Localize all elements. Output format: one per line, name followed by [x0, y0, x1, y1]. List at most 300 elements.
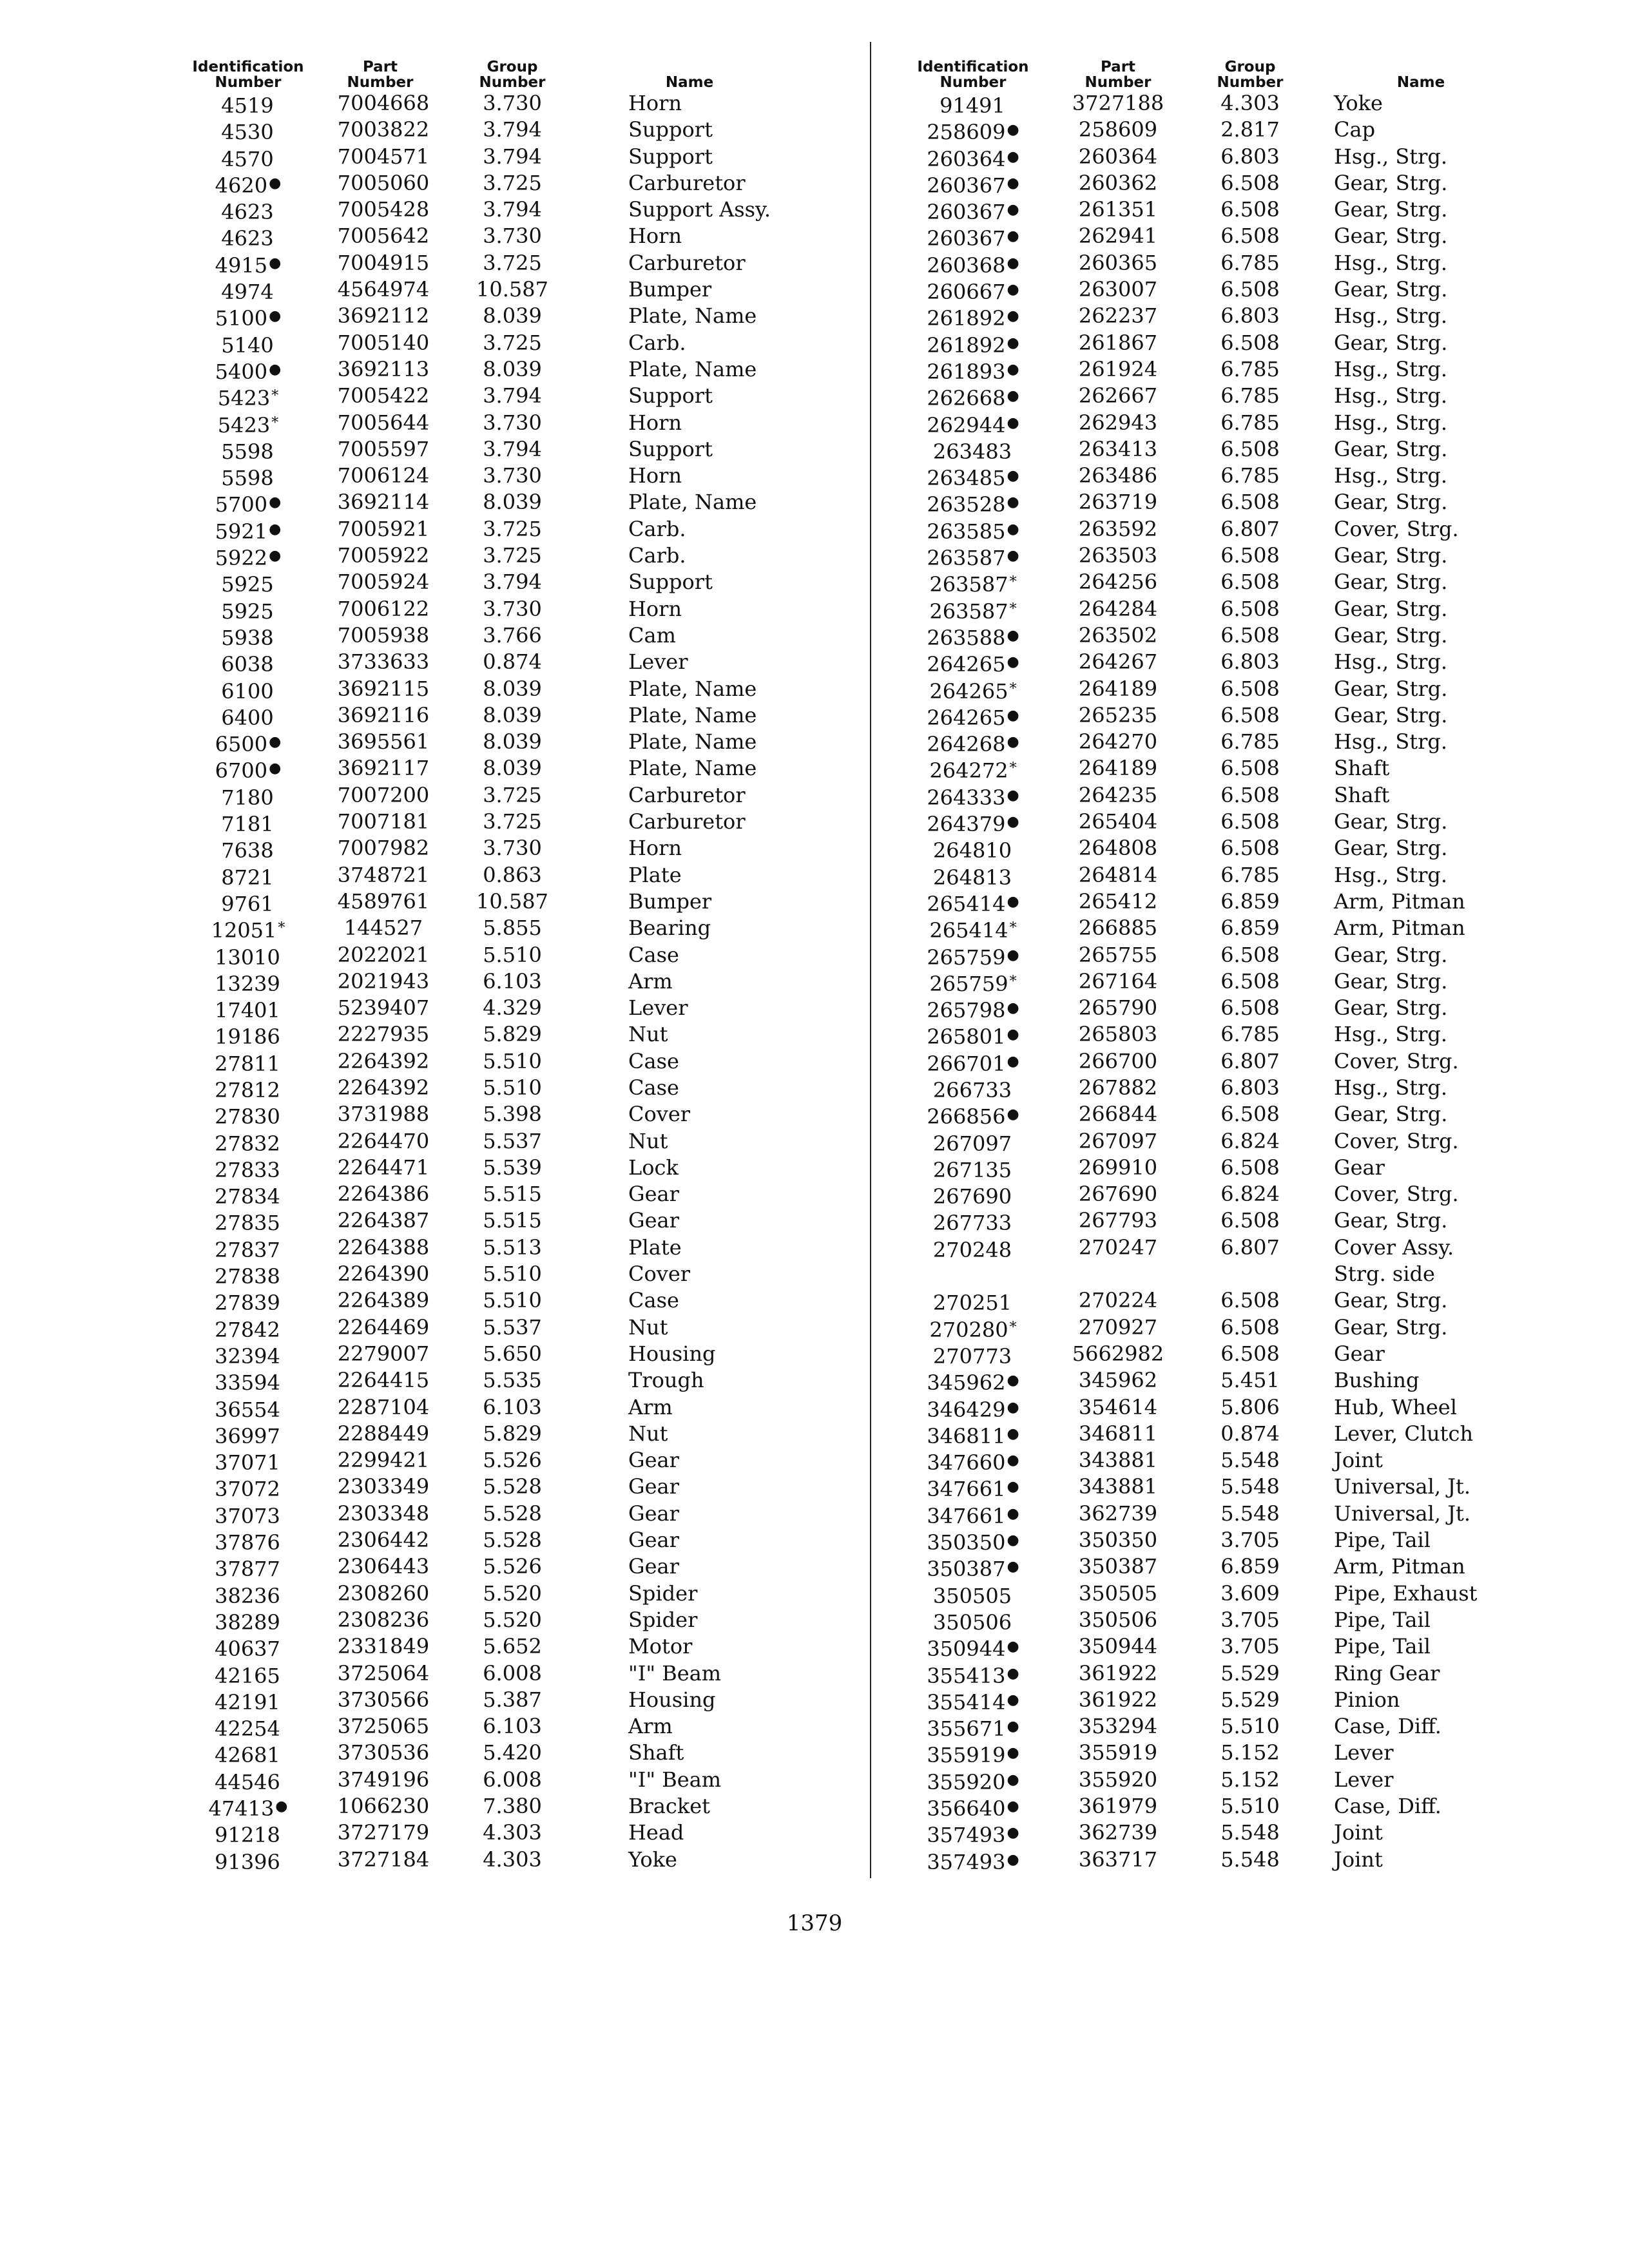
- name-cell: [1334, 1793, 1441, 1820]
- group-number-cell: [454, 197, 570, 223]
- table-row: [889, 862, 1508, 889]
- group-number-cell: [454, 223, 570, 249]
- group-number-text: 3.730: [483, 463, 542, 488]
- name-text: Arm, Pitman: [1334, 889, 1465, 914]
- table-row: [889, 995, 1508, 1021]
- identification-number-cell: [889, 1847, 1057, 1876]
- group-number-text: 0.874: [1220, 1421, 1280, 1446]
- part-number-text: 264270: [1078, 729, 1158, 754]
- identification-number-cell: [184, 1474, 313, 1503]
- name-text: Motor: [628, 1634, 693, 1659]
- part-number-cell: [313, 1713, 454, 1740]
- group-number-text: 8.039: [483, 356, 542, 381]
- name-cell: [1334, 569, 1447, 595]
- group-number-text: 5.529: [1220, 1687, 1280, 1712]
- name-cell: [628, 649, 688, 675]
- part-number-text: 3730536: [337, 1740, 430, 1765]
- name-cell: [1334, 276, 1447, 303]
- identification-number-cell: [889, 782, 1057, 811]
- header-text: Identification: [192, 59, 304, 75]
- part-number-text: 262667: [1078, 383, 1158, 408]
- name-text: Gear: [628, 1501, 679, 1526]
- name-text: Hsg., Strg.: [1334, 1075, 1448, 1100]
- table-row: [889, 303, 1508, 329]
- footnote-mark: ●: [1007, 228, 1019, 245]
- footnote-mark: ●: [1007, 1053, 1019, 1070]
- name-cell: [1334, 383, 1447, 409]
- identification-number-text: 263587: [929, 572, 1008, 597]
- group-number-text: 5.420: [483, 1740, 542, 1765]
- identification-number-cell: [184, 1501, 313, 1530]
- name-cell: [1334, 649, 1447, 675]
- identification-number-text: 5921: [215, 519, 268, 544]
- table-row: [889, 1633, 1508, 1660]
- group-number-cell: [454, 915, 570, 941]
- identification-number-cell: [889, 144, 1057, 173]
- name-text: Cover, Strg.: [1334, 1048, 1459, 1073]
- group-number-cell: [454, 1128, 570, 1155]
- name-cell: [1334, 835, 1447, 861]
- left-table-body: [184, 90, 854, 1873]
- part-number-text: 263502: [1078, 622, 1158, 648]
- part-number-cell: [313, 1048, 454, 1075]
- group-number-text: 6.785: [1220, 410, 1280, 435]
- identification-number-text: 357493: [927, 1823, 1006, 1848]
- part-number-cell: [1044, 543, 1192, 569]
- name-text: Gear, Strg.: [1334, 277, 1448, 302]
- identification-number-cell: [184, 1767, 313, 1796]
- group-number-cell: [454, 463, 570, 489]
- name-cell: [628, 516, 686, 543]
- identification-number-cell: [184, 410, 313, 439]
- part-number-cell: [1044, 1581, 1192, 1607]
- group-number-cell: [454, 1553, 570, 1580]
- identification-number-cell: [184, 1314, 313, 1343]
- part-number-cell: [1044, 676, 1192, 702]
- header-part-number: [1063, 59, 1173, 90]
- part-number-text: 264284: [1078, 596, 1158, 621]
- name-text: Gear, Strg.: [1334, 622, 1448, 648]
- header-text: Number: [940, 74, 1007, 91]
- identification-number-cell: [889, 489, 1057, 518]
- table-row: [889, 1820, 1508, 1846]
- part-number-cell: [1044, 1314, 1192, 1341]
- identification-number-text: 264810: [932, 838, 1012, 863]
- table-row: [889, 90, 1508, 117]
- group-number-cell: [1192, 1101, 1308, 1128]
- table-row: [889, 197, 1508, 223]
- group-number-cell: [1192, 330, 1308, 356]
- group-number-text: 6.508: [1220, 1208, 1280, 1233]
- part-number-text: 7005924: [337, 570, 430, 595]
- identification-number-cell: [184, 1421, 313, 1450]
- part-number-cell: [1044, 1367, 1192, 1394]
- part-number-cell: [313, 1820, 454, 1846]
- part-number-text: 267097: [1078, 1128, 1158, 1153]
- part-number-cell: [313, 1181, 454, 1207]
- table-row: [889, 144, 1508, 170]
- part-number-text: 2022021: [337, 942, 430, 967]
- part-number-text: 263503: [1078, 543, 1158, 568]
- part-number-text: 361922: [1078, 1660, 1158, 1686]
- name-cell: [628, 1633, 692, 1660]
- group-number-text: 6.859: [1220, 1554, 1280, 1579]
- part-number-text: 260364: [1078, 144, 1158, 169]
- name-cell: [1334, 1101, 1447, 1128]
- name-cell: [628, 436, 713, 463]
- header-text: Part: [362, 59, 398, 75]
- group-number-text: 6.824: [1220, 1128, 1280, 1153]
- name-cell: [1334, 330, 1447, 356]
- identification-number-cell: [889, 1820, 1057, 1849]
- identification-number-text: 355671: [927, 1716, 1006, 1742]
- name-cell: [628, 862, 682, 889]
- table-row: [184, 1740, 854, 1766]
- identification-number-cell: [184, 1847, 313, 1876]
- part-number-cell: [1044, 995, 1192, 1021]
- name-cell: [1334, 170, 1447, 197]
- page-number: 1379: [786, 1910, 843, 1936]
- name-cell: [628, 1474, 679, 1500]
- name-cell: [1334, 489, 1447, 515]
- part-number-text: 2287104: [337, 1394, 430, 1419]
- part-number-cell: [313, 622, 454, 649]
- group-number-cell: [454, 1421, 570, 1447]
- group-number-text: 6.508: [1220, 995, 1280, 1021]
- identification-number-cell: [184, 1341, 313, 1370]
- identification-number-cell: [889, 1660, 1057, 1689]
- part-number-cell: [1044, 117, 1192, 143]
- table-row: [889, 1075, 1508, 1101]
- part-number-text: 7005597: [337, 436, 430, 461]
- group-number-cell: [1192, 1607, 1308, 1633]
- table-row: [889, 755, 1508, 782]
- table-row: [889, 463, 1508, 489]
- part-number-cell: [313, 1527, 454, 1553]
- part-number-cell: [313, 250, 454, 276]
- identification-number-text: 37876: [215, 1530, 280, 1555]
- name-cell: [628, 410, 682, 436]
- group-number-text: 5.548: [1220, 1501, 1280, 1526]
- identification-number-text: 42254: [215, 1716, 280, 1742]
- name-text: "I" Beam: [628, 1660, 722, 1686]
- group-number-text: 6.785: [1220, 383, 1280, 408]
- identification-number-text: 270773: [932, 1343, 1012, 1369]
- group-number-text: 6.508: [1220, 596, 1280, 621]
- identification-number-text: 4570: [221, 146, 274, 171]
- group-number-text: 6.508: [1220, 490, 1280, 515]
- identification-number-text: 355919: [927, 1743, 1006, 1768]
- group-number-cell: [454, 862, 570, 889]
- name-cell: [1334, 1447, 1383, 1474]
- footnote-mark: ●: [1007, 947, 1019, 963]
- part-number-cell: [313, 1687, 454, 1713]
- part-number-cell: [1044, 1181, 1192, 1207]
- group-number-cell: [454, 1474, 570, 1500]
- part-number-text: 3725064: [337, 1660, 430, 1686]
- identification-number-cell: [184, 516, 313, 545]
- group-number-text: 5.652: [483, 1634, 542, 1659]
- identification-number-text: 44546: [215, 1769, 280, 1794]
- name-cell: [1334, 1394, 1457, 1421]
- group-number-text: 3.794: [483, 570, 542, 595]
- group-number-text: 6.508: [1220, 782, 1280, 807]
- name-text: Case: [628, 942, 679, 967]
- group-number-text: 10.587: [476, 277, 548, 302]
- identification-number-text: 264813: [932, 865, 1012, 890]
- identification-number-text: 7180: [221, 785, 274, 810]
- table-row: [889, 622, 1508, 649]
- group-number-cell: [454, 809, 570, 835]
- group-number-text: 5.387: [483, 1687, 542, 1712]
- part-number-cell: [1044, 1155, 1192, 1181]
- table-row: [889, 1474, 1508, 1500]
- identification-number-text: 261893: [927, 359, 1006, 384]
- table-row: [889, 915, 1508, 941]
- footnote-mark: ●: [1007, 1505, 1019, 1522]
- name-text: Hsg., Strg.: [1334, 410, 1448, 435]
- table-row: [184, 1713, 854, 1740]
- name-cell: [628, 1048, 679, 1075]
- group-number-text: 6.508: [1220, 1155, 1280, 1180]
- identification-number-cell: [889, 1128, 1057, 1157]
- name-text: Lever, Clutch: [1334, 1421, 1474, 1446]
- group-number-text: 6.508: [1220, 756, 1280, 781]
- table-row: [184, 1607, 854, 1633]
- group-number-cell: [454, 1793, 570, 1820]
- part-number-text: 355920: [1078, 1767, 1158, 1792]
- footnote-mark: ●: [1007, 627, 1019, 644]
- group-number-text: 3.794: [483, 436, 542, 461]
- table-row: [184, 915, 854, 941]
- identification-number-cell: [184, 117, 313, 146]
- name-cell: [1334, 1181, 1459, 1207]
- footnote-mark: ●: [1007, 255, 1019, 271]
- right-table-header: [889, 32, 1508, 90]
- name-text: Gear: [628, 1182, 679, 1207]
- table-row: [184, 250, 854, 276]
- part-number-cell: [1044, 1421, 1192, 1447]
- name-text: Ring Gear: [1334, 1660, 1440, 1686]
- table-row: [889, 170, 1508, 197]
- name-text: Gear: [628, 1208, 679, 1233]
- part-number-cell: [313, 942, 454, 968]
- group-number-text: 3.609: [1220, 1581, 1280, 1606]
- part-number-text: 346811: [1078, 1421, 1158, 1446]
- identification-number-cell: [889, 835, 1057, 864]
- part-number-text: 361979: [1078, 1794, 1158, 1818]
- part-number-text: 2264390: [337, 1262, 430, 1287]
- identification-number-cell: [184, 1048, 313, 1077]
- group-number-cell: [1192, 1553, 1308, 1580]
- name-cell: [1334, 702, 1447, 729]
- group-number-text: 6.803: [1220, 649, 1280, 675]
- identification-number-text: 266733: [932, 1077, 1012, 1102]
- part-number-cell: [313, 1394, 454, 1421]
- name-cell: [628, 835, 682, 861]
- group-number-cell: [454, 330, 570, 356]
- group-number-text: 3.725: [483, 170, 542, 195]
- part-number-text: 7005060: [337, 170, 430, 195]
- name-cell: [628, 1207, 679, 1234]
- identification-number-text: 260367: [927, 173, 1006, 198]
- identification-number-cell: [889, 915, 1057, 944]
- identification-number-cell: [889, 995, 1057, 1024]
- header-name: [635, 75, 744, 90]
- header-group-number: [1199, 59, 1302, 90]
- part-number-cell: [1044, 729, 1192, 755]
- part-number-cell: [313, 1501, 454, 1527]
- part-number-text: 266885: [1078, 916, 1158, 941]
- header-identification-number: [178, 59, 318, 90]
- table-row: [184, 356, 854, 383]
- identification-number-cell: [889, 968, 1057, 997]
- part-number-text: 144527: [343, 916, 423, 941]
- table-row: [184, 569, 854, 595]
- identification-number-cell: [889, 303, 1057, 332]
- name-cell: [628, 144, 713, 170]
- group-number-cell: [1192, 516, 1308, 543]
- identification-number-cell: [889, 1048, 1057, 1077]
- part-number-text: 350387: [1078, 1554, 1158, 1579]
- name-cell: [628, 1501, 679, 1527]
- identification-number-cell: [184, 1181, 313, 1210]
- identification-number-text: 37072: [215, 1477, 280, 1502]
- footnote-mark: ●: [275, 1798, 288, 1814]
- group-number-cell: [1192, 410, 1308, 436]
- part-number-cell: [1044, 596, 1192, 622]
- part-number-cell: [313, 702, 454, 729]
- footnote-mark: ●: [1007, 654, 1019, 671]
- table-row: [889, 1793, 1508, 1820]
- footnote-mark: ●: [1007, 1106, 1019, 1123]
- table-row: [184, 1048, 854, 1075]
- group-number-text: 7.380: [483, 1794, 542, 1818]
- name-text: Cover: [628, 1102, 691, 1127]
- footnote-mark: *: [271, 414, 279, 431]
- identification-number-cell: [889, 436, 1057, 465]
- group-number-text: 6.508: [1220, 1288, 1280, 1313]
- identification-number-text: 346429: [927, 1397, 1006, 1422]
- name-cell: [628, 1314, 668, 1341]
- part-number-cell: [313, 1075, 454, 1101]
- part-number-text: 263486: [1078, 463, 1158, 488]
- group-number-text: 5.548: [1220, 1448, 1280, 1473]
- table-row: [184, 995, 854, 1021]
- identification-number-cell: [184, 702, 313, 731]
- table-row: [184, 197, 854, 223]
- group-number-cell: [454, 889, 570, 915]
- table-row: [184, 463, 854, 489]
- part-number-text: 7006124: [337, 463, 430, 488]
- part-number-text: 265803: [1078, 1022, 1158, 1047]
- name-cell: [1334, 1633, 1431, 1660]
- group-number-text: 5.855: [483, 916, 542, 941]
- group-number-text: 6.803: [1220, 144, 1280, 169]
- name-text: Hsg., Strg.: [1334, 303, 1448, 329]
- identification-number-cell: [184, 1793, 313, 1822]
- name-text: Plate, Name: [628, 702, 757, 727]
- name-text: Joint: [1334, 1448, 1383, 1473]
- group-number-cell: [454, 144, 570, 170]
- part-number-cell: [1044, 782, 1192, 809]
- group-number-text: 4.329: [483, 995, 542, 1021]
- group-number-text: 3.705: [1220, 1634, 1280, 1659]
- table-row: [889, 1713, 1508, 1740]
- part-number-cell: [1044, 1474, 1192, 1500]
- name-text: Yoke: [1334, 91, 1383, 115]
- table-row: [889, 1261, 1508, 1287]
- part-number-cell: [313, 144, 454, 170]
- part-number-cell: [313, 1101, 454, 1128]
- part-number-cell: [313, 809, 454, 835]
- name-text: Hsg., Strg.: [1334, 729, 1448, 754]
- header-text: Group: [487, 59, 538, 75]
- identification-number-text: 347661: [927, 1477, 1006, 1502]
- footnote-mark: ●: [1007, 787, 1019, 803]
- part-number-cell: [1044, 1527, 1192, 1553]
- name-cell: [1334, 1527, 1431, 1553]
- name-text: Pipe, Exhaust: [1334, 1581, 1478, 1606]
- group-number-cell: [1192, 729, 1308, 755]
- identification-number-cell: [184, 170, 313, 199]
- group-number-text: 6.785: [1220, 1022, 1280, 1047]
- part-number-text: 7006122: [337, 596, 430, 621]
- name-text: Carburetor: [628, 250, 746, 275]
- group-number-cell: [454, 1820, 570, 1846]
- part-number-text: 7004571: [337, 144, 430, 169]
- identification-number-cell: [889, 1713, 1057, 1742]
- group-number-text: 6.508: [1220, 1314, 1280, 1340]
- name-cell: [1334, 1581, 1478, 1607]
- part-number-text: 1066230: [337, 1794, 430, 1818]
- name-cell: [628, 383, 713, 409]
- identification-number-text: 40637: [215, 1637, 280, 1662]
- group-number-cell: [454, 117, 570, 143]
- group-number-cell: [1192, 1207, 1308, 1234]
- footnote-mark: *: [278, 920, 285, 937]
- part-number-text: 267793: [1078, 1208, 1158, 1233]
- name-cell: [628, 1367, 704, 1394]
- part-number-cell: [1044, 90, 1192, 117]
- name-cell: [628, 223, 682, 249]
- group-number-cell: [454, 276, 570, 303]
- part-number-cell: [313, 862, 454, 889]
- part-number-cell: [313, 755, 454, 782]
- name-cell: [628, 276, 711, 303]
- part-number-cell: [313, 1287, 454, 1314]
- table-row: [184, 1847, 854, 1873]
- group-number-cell: [454, 170, 570, 197]
- group-number-cell: [454, 489, 570, 515]
- table-row: [889, 1847, 1508, 1873]
- name-cell: [628, 729, 757, 755]
- part-number-text: 2264392: [337, 1075, 430, 1100]
- table-row: [184, 489, 854, 515]
- group-number-text: 6.508: [1220, 622, 1280, 648]
- identification-number-text: 91396: [215, 1849, 280, 1874]
- identification-number-cell: [889, 1421, 1057, 1450]
- footnote-mark: ●: [1007, 202, 1019, 218]
- identification-number-text: 4623: [221, 200, 274, 225]
- part-number-text: 2021943: [337, 968, 430, 994]
- table-row: [184, 1287, 854, 1314]
- part-number-text: 2227935: [337, 1022, 430, 1047]
- part-number-cell: [1044, 1501, 1192, 1527]
- group-number-cell: [1192, 1155, 1308, 1181]
- right-table-body: [889, 90, 1508, 1873]
- identification-number-text: 267097: [932, 1131, 1012, 1156]
